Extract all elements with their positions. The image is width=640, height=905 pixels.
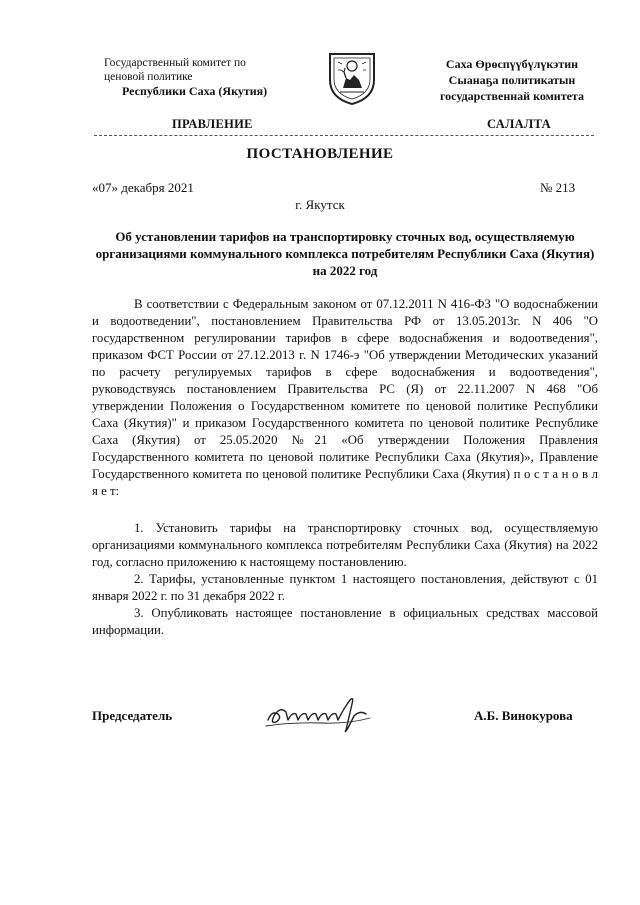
document-city: г. Якутск — [295, 197, 345, 212]
department-left: ПРАВЛЕНИЕ — [172, 117, 253, 131]
handwritten-signature-icon — [262, 690, 374, 736]
preamble-section — [92, 296, 598, 500]
header-right-line2: Сыанаҕа политикатын — [448, 73, 576, 87]
header-left-line3: Республики Саха (Якутия) — [122, 84, 268, 98]
department-right: САЛАЛТА — [487, 117, 551, 131]
preamble-paragraph: В соответствии с Федеральным законом от 07.12.2011 N 416-ФЗ "О водоснабжении и водоотведении", постановлением Правительства РФ от 13.05.2013г. N 406 "О государственном регулировании тарифов в сфере водоснабжения и водоотведения", приказом ФСТ России от 27.12.2013 г. N 1746-э "Об утверждении Методических указаний по расчету регулируемых тарифов в сфере водоснабжения и водоотведения", руководствуясь постановлением Правительства РС (Я) от 22.11.2007 N 468 "Об утверждении Положения о Государственном комитете по ценовой политике Республики Саха (Якутия)" и приказом Государственного комитета по ценовой политике Республике Саха (Якутия) от 25.05.2020 №21 «Об утверждении Положения Правления Государственного комитета по ценовой политике Республики Саха (Якутия)», Правление Государственного комитета по ценовой политике Республики Саха (Якутия) п о с т а н о в л я е т: — [92, 297, 598, 498]
resolution-item-3: 3. Опубликовать настоящее постановление в официальных средствах массовой информации. — [92, 606, 598, 637]
document-date: «07» декабря 2021 — [92, 180, 194, 195]
header-right-line3: государственнай комитета — [440, 89, 584, 103]
header-left-line2: ценовой политике — [104, 71, 193, 83]
resolution-item-1: 1. Установить тарифы на транспортировку сточных вод, осуществляемую организациями коммунального комплекса потребителям Республики Саха (Якутия) на 2022 год, согласно приложению к настоящему постановлению. — [92, 521, 598, 569]
document-type-title: ПОСТАНОВЛЕНИЕ — [246, 146, 394, 162]
header-left-ru — [104, 56, 324, 98]
document-number: № 213 — [540, 180, 576, 195]
resolution-item-2: 2. Тарифы, установленные пунктом 1 настоящего постановления, действуют с 01 января 2022 г. по 31 декабря 2022 г. — [92, 572, 598, 603]
header-divider — [94, 135, 594, 136]
sakha-coat-of-arms-icon — [326, 50, 378, 106]
signatory-name: А.Б. Винокурова — [474, 708, 573, 723]
signatory-role: Председатель — [92, 708, 173, 723]
resolution-items — [92, 520, 598, 639]
header-left-line1: Государственный комитет по — [104, 57, 246, 69]
header-right-sakha — [412, 56, 612, 104]
header-right-line1: Саха Өрөспүүбүлүкэтин — [445, 57, 579, 71]
document-subject: Об установлении тарифов на транспортировку сточных вод, осуществляемую организациями коммунального комплекса потребителям Республики Саха (Якутия) на 2022 год — [95, 229, 595, 278]
